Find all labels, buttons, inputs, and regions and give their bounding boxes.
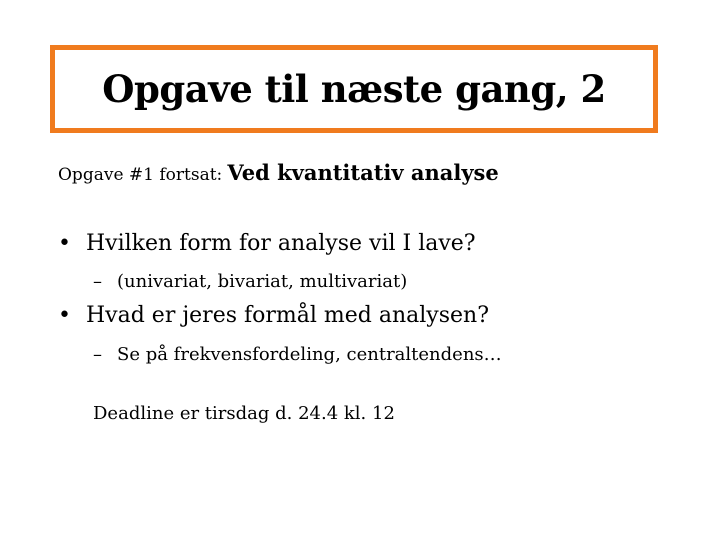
bullet-icon: •	[58, 303, 71, 328]
subtitle-main: Ved kvantitativ analyse	[227, 160, 499, 185]
title-frame	[50, 45, 658, 133]
slide-title: Opgave til næste gang, 2	[102, 67, 606, 111]
bullet-icon: •	[58, 231, 71, 256]
bullet-text: Hvad er jeres formål med analysen?	[86, 303, 490, 328]
dash-icon: –	[93, 344, 102, 365]
subtitle-prefix: Opgave #1 fortsat:	[58, 165, 223, 185]
sub-text: Se på frekvensfordeling, centraltendens…	[117, 344, 502, 365]
sub-text: (univariat, bivariat, multivariat)	[117, 271, 408, 292]
deadline-text: Deadline er tirsdag d. 24.4 kl. 12	[93, 403, 395, 424]
subtitle-line	[58, 160, 499, 185]
bullet-text: Hvilken form for analyse vil I lave?	[86, 231, 476, 256]
dash-icon: –	[93, 271, 102, 292]
